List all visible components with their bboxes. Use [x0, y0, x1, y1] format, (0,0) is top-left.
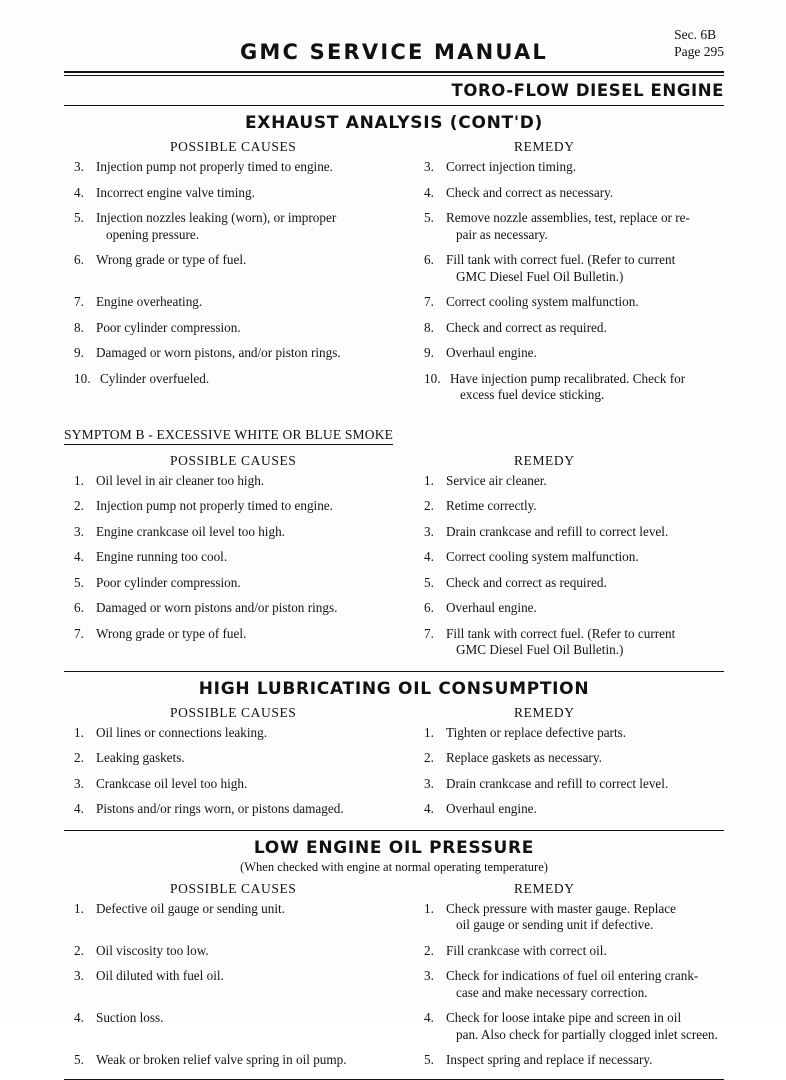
table-row: [64, 371, 724, 404]
table-row: [64, 943, 724, 960]
cause-number: 3.: [74, 159, 84, 174]
remedy-text: Retime correctly.: [446, 498, 537, 513]
remedy-cell: [404, 320, 724, 337]
remedy-text: Check for loose intake pipe and screen in oil pan. Also check for partially clogged inlet screen.: [446, 1010, 724, 1043]
remedy-text: Inspect spring and replace if necessary.: [446, 1052, 653, 1067]
remedy-text: Correct cooling system malfunction.: [446, 549, 639, 564]
remedy-number: 9.: [424, 345, 434, 360]
table-row: [64, 1010, 724, 1043]
cause-cell: [64, 498, 404, 515]
page-bottom-rule: [64, 1079, 724, 1080]
remedy-text: Check and correct as necessary.: [446, 184, 614, 200]
remedy-text: Fill tank with correct fuel. (Refer to current GMC Diesel Fuel Oil Bulletin.): [446, 252, 724, 285]
section-title: HIGH LUBRICATING OIL CONSUMPTION: [198, 678, 590, 699]
table-row: [64, 1052, 724, 1069]
remedy-text: Correct cooling system malfunction.: [446, 294, 639, 309]
section-label: Sec. 6B: [674, 27, 717, 42]
section-high-lubricating-oil-consumption: [64, 672, 724, 818]
remedy-text: Replace gaskets as necessary.: [446, 750, 602, 765]
remedy-cell: [404, 252, 724, 285]
remedy-text: Fill tank with correct fuel. (Refer to current GMC Diesel Fuel Oil Bulletin.): [446, 626, 724, 659]
section-title: EXHAUST ANALYSIS (CONT'D): [244, 113, 544, 133]
remedy-cell: [404, 600, 724, 617]
remedy-text: Overhaul engine.: [446, 345, 537, 360]
symptom-heading: SYMPTOM B - EXCESSIVE WHITE OR BLUE SMOKE: [64, 427, 393, 445]
remedy-number: 4.: [424, 184, 434, 200]
remedy-text: Tighten or replace defective parts.: [446, 724, 627, 740]
remedy-number: 2.: [424, 942, 434, 958]
remedy-number: 6.: [424, 600, 434, 615]
remedy-number: 5.: [424, 574, 434, 590]
cause-text: Pistons and/or rings worn, or pistons damaged.: [96, 801, 344, 816]
table-row: [64, 159, 724, 176]
remedy-number: 5.: [424, 1052, 434, 1067]
cause-cell: [64, 371, 404, 388]
rows-symptom-b: [64, 473, 724, 659]
cause-number: 4.: [74, 1010, 84, 1025]
remedy-cell: [404, 801, 724, 818]
section-symptom-b: [64, 413, 724, 659]
engine-title: TORO-FLOW DIESEL ENGINE: [451, 81, 724, 100]
cause-number: 3.: [74, 523, 84, 539]
remedy-cell: [404, 185, 724, 202]
masthead: [64, 26, 724, 68]
table-row: [64, 473, 724, 490]
remedy-text: Overhaul engine.: [446, 801, 537, 816]
cause-text: Injection pump not properly timed to engine.: [96, 159, 333, 174]
remedy-cell: [404, 1052, 724, 1069]
section-subnote: (When checked with engine at normal operating temperature): [240, 859, 548, 874]
cause-text: Oil diluted with fuel oil.: [96, 968, 224, 983]
remedy-text-cont: GMC Diesel Fuel Oil Bulletin.): [456, 268, 624, 284]
remedy-number: 1.: [424, 724, 434, 740]
page-content: [64, 26, 724, 1080]
section-low-engine-oil-pressure: [64, 831, 724, 1069]
column-header-causes: POSSIBLE CAUSES: [170, 139, 297, 154]
table-row: [64, 575, 724, 592]
cause-cell: [64, 725, 404, 742]
rows-high-lubricating-oil-consumption: [64, 725, 724, 818]
section-exhaust-analysis: [64, 106, 724, 404]
cause-cell: [64, 549, 404, 566]
cause-text: Cylinder overfueled.: [100, 370, 210, 386]
table-row: [64, 968, 724, 1001]
cause-text: Poor cylinder compression.: [96, 574, 241, 590]
remedy-text-cont: case and make necessary correction.: [456, 984, 648, 1000]
table-row: [64, 345, 724, 362]
remedy-cell: [404, 725, 724, 742]
remedy-number: 2.: [424, 750, 434, 765]
remedy-text-cont: pair as necessary.: [456, 226, 548, 242]
remedy-cell: [404, 371, 724, 404]
cause-cell: [64, 901, 404, 918]
cause-cell: [64, 575, 404, 592]
cause-number: 2.: [74, 942, 84, 958]
column-header-causes: POSSIBLE CAUSES: [170, 880, 297, 896]
cause-text: Engine running too cool.: [96, 549, 228, 564]
remedy-number: 3.: [424, 159, 434, 174]
remedy-cell: [404, 901, 724, 934]
cause-cell: [64, 1052, 404, 1069]
table-row: [64, 252, 724, 285]
cause-number: 10.: [74, 370, 91, 386]
cause-cell: [64, 801, 404, 818]
cause-cell: [64, 600, 404, 617]
remedy-cell: [404, 750, 724, 767]
remedy-cell: [404, 159, 724, 176]
cause-text: Damaged or worn pistons, and/or piston rings.: [96, 345, 341, 360]
cause-number: 3.: [74, 968, 84, 983]
remedy-number: 3.: [424, 523, 434, 539]
cause-number: 6.: [74, 252, 84, 267]
remedy-text: Service air cleaner.: [446, 472, 547, 488]
table-row: [64, 549, 724, 566]
cause-number: 7.: [74, 625, 84, 641]
section-page-block: [674, 26, 724, 60]
cause-text: Damaged or worn pistons and/or piston rings.: [96, 600, 338, 615]
cause-text: Weak or broken relief valve spring in oil pump.: [96, 1052, 347, 1067]
cause-cell: [64, 210, 404, 243]
cause-number: 1.: [74, 472, 84, 488]
remedy-number: 4.: [424, 1010, 434, 1025]
cause-number: 9.: [74, 345, 84, 360]
remedy-text: Check pressure with master gauge. Replace oil gauge or sending unit if defective.: [446, 901, 724, 934]
column-header-causes: POSSIBLE CAUSES: [170, 704, 297, 720]
cause-cell: [64, 345, 404, 362]
remedy-cell: [404, 549, 724, 566]
page-label: Page 295: [674, 44, 724, 59]
cause-cell: [64, 626, 404, 643]
remedy-text: Check for indications of fuel oil entering crank- case and make necessary correction.: [446, 968, 724, 1001]
remedy-number: 1.: [424, 900, 434, 916]
cause-number: 5.: [74, 210, 84, 225]
cause-text: Defective oil gauge or sending unit.: [96, 900, 285, 916]
remedy-text: Drain crankcase and refill to correct level.: [446, 775, 669, 791]
table-row: [64, 725, 724, 742]
cause-number: 6.: [74, 600, 84, 615]
remedy-cell: [404, 345, 724, 362]
cause-number: 4.: [74, 801, 84, 816]
remedy-text-cont: oil gauge or sending unit if defective.: [456, 917, 654, 932]
cause-text: Oil lines or connections leaking.: [96, 724, 268, 740]
table-row: [64, 294, 724, 311]
cause-cell: [64, 968, 404, 985]
remedy-text-cont: pan. Also check for partially clogged inlet screen.: [456, 1026, 718, 1042]
remedy-text: Have injection pump recalibrated. Check for excess fuel device sticking.: [450, 371, 724, 404]
column-headers: [64, 139, 724, 159]
cause-text: Suction loss.: [96, 1010, 164, 1025]
remedy-number: 8.: [424, 319, 434, 335]
column-header-remedy: REMEDY: [514, 704, 575, 720]
remedy-cell: [404, 943, 724, 960]
remedy-text-cont: excess fuel device sticking.: [460, 387, 605, 402]
remedy-cell: [404, 1010, 724, 1043]
cause-text: Engine overheating.: [96, 294, 203, 309]
column-headers: [64, 881, 724, 901]
column-headers: [64, 705, 724, 725]
remedy-text: Remove nozzle assemblies, test, replace or re- pair as necessary.: [446, 210, 724, 243]
remedy-number: 2.: [424, 498, 434, 513]
table-row: [64, 185, 724, 202]
remedy-text: Drain crankcase and refill to correct level.: [446, 523, 669, 539]
remedy-text: Check and correct as required.: [446, 574, 607, 590]
column-headers: [64, 453, 724, 473]
rows-exhaust-analysis: [64, 159, 724, 404]
cause-cell: [64, 943, 404, 960]
column-header-causes: POSSIBLE CAUSES: [170, 452, 297, 468]
remedy-number: 3.: [424, 968, 434, 983]
column-header-remedy: REMEDY: [514, 880, 575, 896]
remedy-text: Check and correct as required.: [446, 319, 607, 335]
table-row: [64, 498, 724, 515]
table-row: [64, 750, 724, 767]
cause-text: Oil level in air cleaner too high.: [96, 472, 265, 488]
cause-number: 4.: [74, 549, 84, 564]
cause-cell: [64, 524, 404, 541]
remedy-text: Fill crankcase with correct oil.: [446, 942, 607, 958]
table-row: [64, 801, 724, 818]
cause-text: Injection nozzles leaking (worn), or improper opening pressure.: [96, 210, 404, 243]
cause-cell: [64, 473, 404, 490]
cause-cell: [64, 750, 404, 767]
remedy-number: 3.: [424, 775, 434, 791]
cause-cell: [64, 185, 404, 202]
cause-number: 7.: [74, 294, 84, 309]
remedy-cell: [404, 575, 724, 592]
cause-cell: [64, 294, 404, 311]
cause-number: 8.: [74, 319, 84, 335]
remedy-number: 10.: [424, 370, 441, 386]
remedy-number: 1.: [424, 472, 434, 488]
cause-text: Incorrect engine valve timing.: [96, 184, 255, 200]
remedy-text: Correct injection timing.: [446, 159, 577, 174]
table-row: [64, 626, 724, 659]
cause-text-cont: opening pressure.: [106, 226, 200, 242]
remedy-number: 4.: [424, 549, 434, 564]
remedy-text: Overhaul engine.: [446, 600, 537, 615]
remedy-number: 7.: [424, 625, 434, 641]
cause-number: 4.: [74, 184, 84, 200]
cause-text: Engine crankcase oil level too high.: [96, 523, 285, 539]
remedy-number: 4.: [424, 801, 434, 816]
cause-number: 1.: [74, 724, 84, 740]
cause-number: 1.: [74, 900, 84, 916]
remedy-cell: [404, 524, 724, 541]
table-row: [64, 210, 724, 243]
cause-number: 3.: [74, 775, 84, 791]
table-row: [64, 524, 724, 541]
remedy-cell: [404, 968, 724, 1001]
cause-text: Injection pump not properly timed to engine.: [96, 498, 333, 513]
table-row: [64, 600, 724, 617]
cause-text: Leaking gaskets.: [96, 750, 185, 765]
cause-text: Crankcase oil level too high.: [96, 775, 248, 791]
cause-cell: [64, 159, 404, 176]
remedy-number: 7.: [424, 294, 434, 309]
cause-number: 5.: [74, 1052, 84, 1067]
manual-title: GMC SERVICE MANUAL: [240, 40, 548, 64]
column-header-remedy: REMEDY: [514, 452, 575, 468]
remedy-text-cont: GMC Diesel Fuel Oil Bulletin.): [456, 642, 624, 657]
cause-cell: [64, 252, 404, 269]
table-row: [64, 901, 724, 934]
cause-number: 2.: [74, 750, 84, 765]
cause-text: Oil viscosity too low.: [96, 942, 209, 958]
remedy-cell: [404, 776, 724, 793]
cause-text: Wrong grade or type of fuel.: [96, 252, 247, 267]
section-title: LOW ENGINE OIL PRESSURE: [253, 837, 535, 858]
cause-number: 2.: [74, 498, 84, 513]
remedy-cell: [404, 626, 724, 659]
cause-text: Wrong grade or type of fuel.: [96, 625, 247, 641]
remedy-cell: [404, 294, 724, 311]
remedy-number: 6.: [424, 252, 434, 267]
cause-number: 5.: [74, 574, 84, 590]
cause-text: Poor cylinder compression.: [96, 319, 241, 335]
cause-cell: [64, 776, 404, 793]
remedy-cell: [404, 473, 724, 490]
table-row: [64, 776, 724, 793]
cause-cell: [64, 1010, 404, 1027]
rows-low-engine-oil-pressure: [64, 901, 724, 1069]
column-header-remedy: REMEDY: [514, 139, 575, 154]
remedy-number: 5.: [424, 210, 434, 225]
remedy-cell: [404, 498, 724, 515]
table-row: [64, 320, 724, 337]
remedy-cell: [404, 210, 724, 243]
cause-cell: [64, 320, 404, 337]
